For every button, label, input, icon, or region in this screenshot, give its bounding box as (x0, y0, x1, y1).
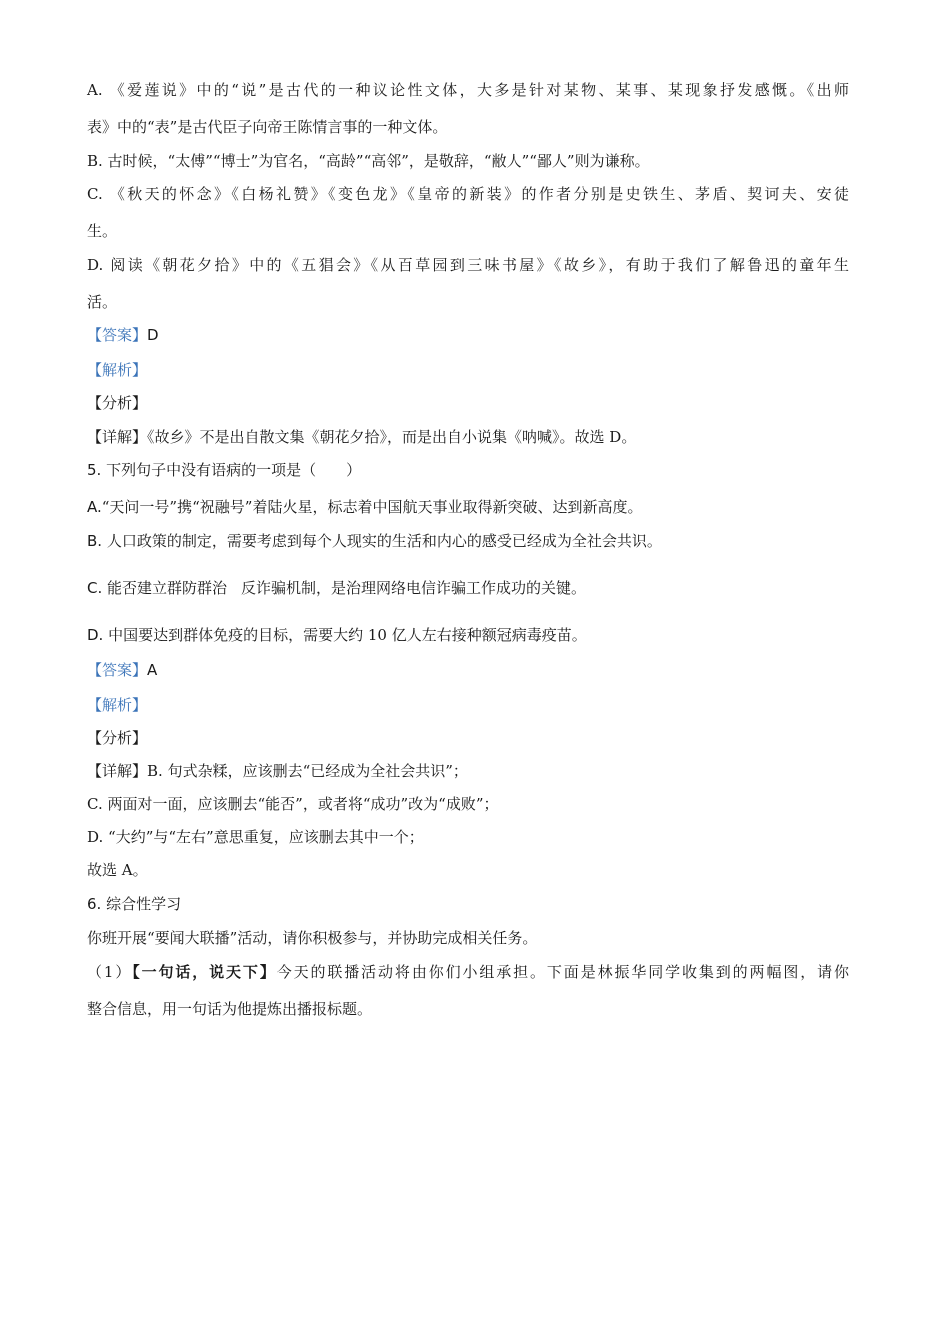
q5-option-d (87, 625, 587, 645)
q5-stem (87, 460, 361, 480)
q5-stem-text: 下列句子中没有语病的一项是（ ） (106, 461, 362, 479)
q6-number: 6. (87, 895, 102, 913)
option-text: 中国要达到群体免疫的目标，需要大约 10 亿人左右接种额冠病毒疫苗。 (108, 626, 587, 644)
detail-tag: 【详解】 (87, 428, 148, 446)
q5-fenxi: 【分析】 (87, 729, 148, 747)
q5-detail-4: 故选 A。 (87, 861, 148, 879)
option-letter: C. (87, 579, 103, 597)
q6-sub1-line2: 整合信息，用一句话为他提炼出播报标题。 (87, 1000, 373, 1018)
option-text: “天问一号”携“祝融号”着陆火星，标志着中国航天事业取得新突破、达到新高度。 (101, 498, 643, 516)
q4-answer (87, 325, 159, 345)
option-letter: A. (87, 498, 102, 516)
q5-detail-2: C. 两面对一面，应该删去“能否”，或者将“成功”改为“成败”； (87, 795, 499, 813)
q5-option-b (87, 531, 662, 551)
q6-title-text: 综合性学习 (106, 895, 182, 913)
option-text-part2: 反诈骗机制，是治理网络电信诈骗工作成功的关键。 (241, 579, 587, 597)
detail-tag: 【详解】 (87, 762, 148, 780)
q5-detail-3: D. “大约”与“左右”意思重复，应该删去其中一个； (87, 828, 424, 846)
q4-option-a-line1: A. 《爱莲说》中的“说”是古代的一种议论性文体，大多是针对某物、某事、某现象抒发感慨。《出师 (87, 81, 849, 99)
answer-tag: 【答案】 (87, 661, 148, 679)
q4-option-b: B. 古时候，“太傅”“博士”为官名，“高龄”“高邻”，是敬辞，“敝人”“鄙人”则为谦称。 (87, 152, 650, 170)
q4-detail (87, 427, 636, 447)
q4-fenxi: 【分析】 (87, 394, 148, 412)
q4-option-d-line1: D. 阅读《朝花夕拾》中的《五猖会》《从百草园到三味书屋》《故乡》，有助于我们了解鲁迅的童年生 (87, 256, 849, 274)
option-letter: D. (87, 626, 104, 644)
answer-value: A (147, 661, 158, 679)
q6-sub1-line1 (87, 962, 849, 982)
q5-option-c (87, 578, 586, 598)
q4-analysis-tag: 【解析】 (87, 361, 148, 379)
option-text: 人口政策的制定，需要考虑到每个人现实的生活和内心的感受已经成为全社会共识。 (106, 532, 662, 550)
q5-number: 5. (87, 461, 102, 479)
sub1-text: 今天的联播活动将由你们小组承担。下面是林振华同学收集到的两幅图，请你 (276, 963, 849, 981)
option-text-part1: 能否建立群防群治 (107, 579, 228, 597)
detail-text: 《故乡》不是出自散文集《朝花夕拾》，而是出自小说集《呐喊》。故选 D。 (147, 428, 637, 446)
q5-detail-1 (87, 761, 468, 781)
sub1-tag: 【一句话，说天下】 (132, 963, 277, 981)
q4-option-c-line1: C. 《秋天的怀念》《白杨礼赞》《变色龙》《皇帝的新装》的作者分别是史铁生、茅盾、契诃夫、安徒 (87, 185, 849, 203)
q6-title (87, 894, 181, 914)
q5-analysis-tag: 【解析】 (87, 696, 148, 714)
q6-intro: 你班开展“要闻大联播”活动，请你积极参与，并协助完成相关任务。 (87, 929, 538, 947)
detail-text: B. 句式杂糅，应该删去“已经成为全社会共识”； (147, 762, 468, 780)
q5-option-a (87, 497, 642, 517)
answer-tag: 【答案】 (87, 326, 148, 344)
option-letter: B. (87, 532, 103, 550)
q4-option-c-line2: 生。 (87, 222, 118, 240)
answer-value: D (147, 326, 159, 344)
q5-answer (87, 660, 157, 680)
sub1-number: （1） (87, 963, 133, 981)
q4-option-a-line2: 表》中的“表”是古代臣子向帝王陈情言事的一种文体。 (87, 118, 448, 136)
q4-option-d-line2: 活。 (87, 293, 118, 311)
